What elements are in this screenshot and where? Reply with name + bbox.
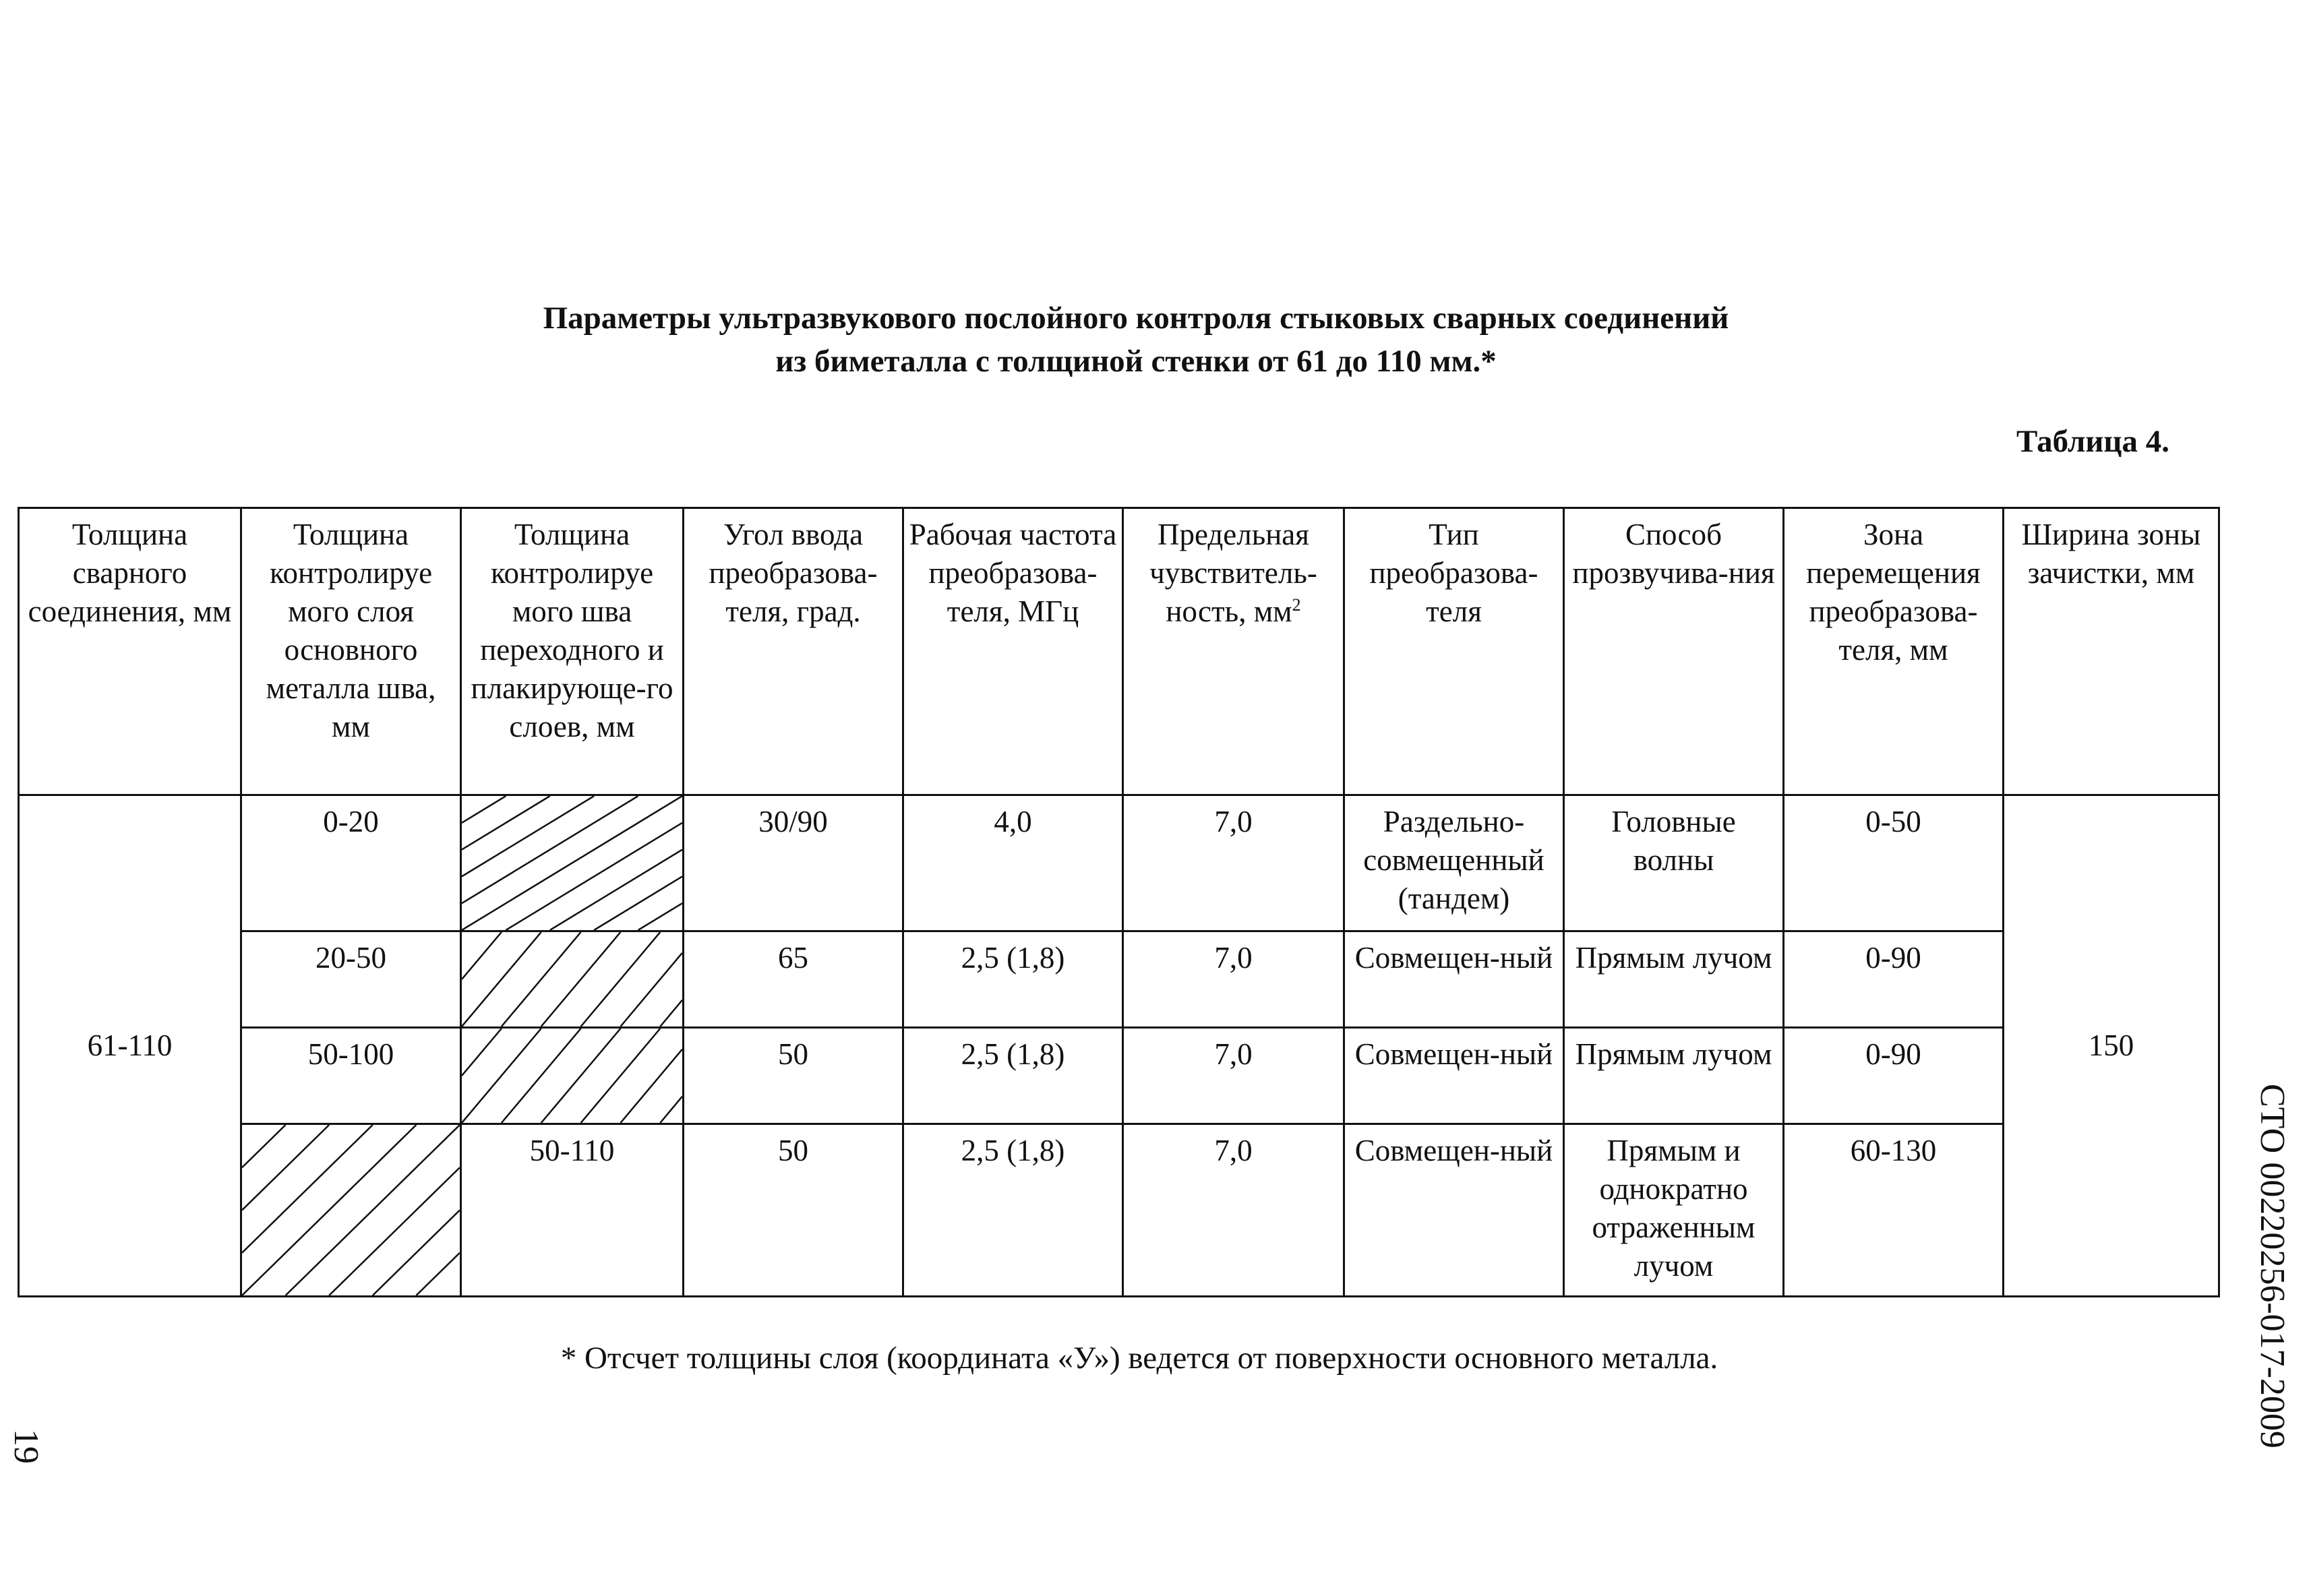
frequency-cell: 2,5 (1,8) — [903, 1028, 1123, 1124]
page-number: 19 — [7, 1429, 45, 1464]
header-scan-zone: Зона перемещения преобразова-теля, мм — [1784, 508, 2004, 795]
scan-zone-cell: 0-90 — [1784, 931, 2004, 1028]
frequency-cell: 4,0 — [903, 795, 1123, 931]
cleaning-width-cell: 150 — [2004, 795, 2219, 1297]
header-scan-method: Способ прозвучива-ния — [1564, 508, 1784, 795]
hatch-pattern — [462, 932, 682, 1026]
hatch-pattern — [242, 1125, 460, 1295]
scan-method-cell: Головные волны — [1564, 795, 1784, 931]
joint-thickness-cell: 61-110 — [19, 795, 241, 1297]
footnote: * Отсчет толщины слоя (координата «У») ведется от поверхности основного металла. — [560, 1341, 1718, 1376]
header-base-layer-thickness: Толщина контролируе мого слоя основного металла шва, мм — [241, 508, 461, 795]
scan-method-cell: Прямым лучом — [1564, 931, 1784, 1028]
header-frequency: Рабочая частота преобразова-теля, МГц — [903, 508, 1123, 795]
sensitivity-cell: 7,0 — [1123, 1028, 1344, 1124]
angle-cell: 30/90 — [684, 795, 903, 931]
table-number-label: Таблица 4. — [2016, 424, 2169, 459]
clad-layer-cell: 50-110 — [461, 1124, 684, 1297]
transducer-type-cell: Раздельно-совмещенный (тандем) — [1344, 795, 1564, 931]
hatched-cell — [461, 931, 684, 1028]
base-layer-cell: 50-100 — [241, 1028, 461, 1124]
scan-zone-cell: 0-90 — [1784, 1028, 2004, 1124]
table-row — [19, 1124, 2219, 1297]
hatched-cell — [461, 1028, 684, 1124]
table-row — [19, 931, 2219, 1028]
sensitivity-cell: 7,0 — [1123, 1124, 1344, 1297]
angle-cell: 50 — [684, 1028, 903, 1124]
frequency-cell: 2,5 (1,8) — [903, 1124, 1123, 1297]
title-line-2: из биметалла с толщиной стенки от 61 до 110 мм.* — [775, 344, 1497, 379]
header-sensitivity-exponent: 2 — [1292, 595, 1301, 615]
scan-method-cell: Прямым и однократно отраженным лучом — [1564, 1124, 1784, 1297]
header-joint-thickness: Толщина сварного соединения, мм — [19, 508, 241, 795]
title-line-1: Параметры ультразвукового послойного контроля стыковых сварных соединений — [543, 301, 1729, 336]
header-sensitivity — [1123, 508, 1344, 795]
scan-zone-cell: 60-130 — [1784, 1124, 2004, 1297]
base-layer-cell: 0-20 — [241, 795, 461, 931]
transducer-type-cell: Совмещен-ный — [1344, 1028, 1564, 1124]
table-row — [19, 1028, 2219, 1124]
angle-cell: 50 — [684, 1124, 903, 1297]
sensitivity-cell: 7,0 — [1123, 931, 1344, 1028]
header-angle: Угол ввода преобразова-теля, град. — [684, 508, 903, 795]
hatch-pattern — [462, 1029, 682, 1123]
angle-cell: 65 — [684, 931, 903, 1028]
scan-zone-cell: 0-50 — [1784, 795, 2004, 931]
header-sensitivity-text: Предельная чувствитель-ность, мм — [1149, 518, 1317, 628]
hatched-cell — [241, 1124, 461, 1297]
document-code: СТО 00220256-017-2009 — [2253, 1084, 2291, 1448]
header-cleaning-width: Ширина зоны зачистки, мм — [2004, 508, 2219, 795]
hatched-cell — [461, 795, 684, 931]
parameters-table — [18, 507, 2220, 1297]
header-clad-layer-thickness: Толщина контролируе мого шва переходного и плакирующе-го слоев, мм — [461, 508, 684, 795]
header-row — [19, 508, 2219, 795]
scan-method-cell: Прямым лучом — [1564, 1028, 1784, 1124]
table-row — [19, 795, 2219, 931]
hatch-pattern — [462, 796, 682, 930]
transducer-type-cell: Совмещен-ный — [1344, 931, 1564, 1028]
transducer-type-cell: Совмещен-ный — [1344, 1124, 1564, 1297]
sensitivity-cell: 7,0 — [1123, 795, 1344, 931]
base-layer-cell: 20-50 — [241, 931, 461, 1028]
header-transducer-type: Тип преобразова-теля — [1344, 508, 1564, 795]
frequency-cell: 2,5 (1,8) — [903, 931, 1123, 1028]
table-title — [0, 297, 2272, 383]
